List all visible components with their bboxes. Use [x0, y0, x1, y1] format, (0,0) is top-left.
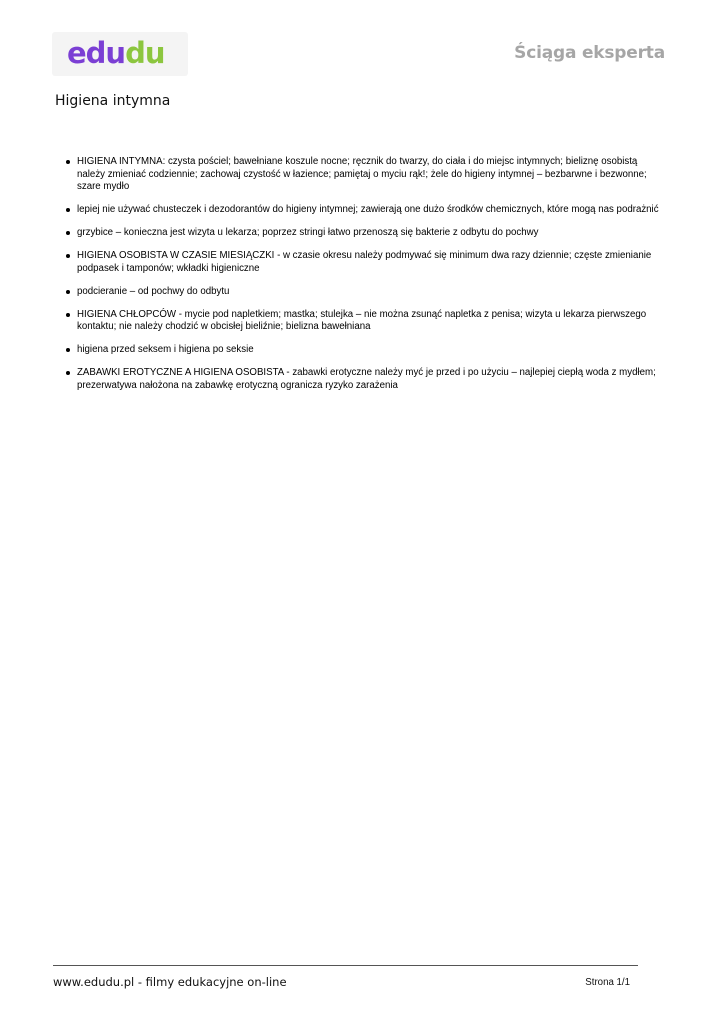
document-title: Higiena intymna	[55, 93, 171, 109]
footer-page-number: Strona 1/1	[585, 977, 630, 988]
bullet-icon	[66, 254, 70, 258]
list-item-text: HIGIENA CHŁOPCÓW - mycie pod napletkiem; mastka; stulejka – nie można zsunąć napletka z penisa; wizyta u lekarza pierwszego kontaktu; nie należy chodzić w obcisłej bieliźnie; bielizna bawełniana	[77, 308, 647, 332]
bullet-icon	[66, 348, 70, 352]
list-item	[66, 156, 666, 194]
list-item	[66, 344, 666, 357]
header-title: Ściąga eksperta	[514, 43, 665, 63]
list-item-text: podcieranie – od pochwy do odbytu	[77, 285, 230, 297]
list-item-text: ZABAWKI EROTYCZNE A HIGIENA OSOBISTA - zabawki erotyczne należy myć je przed i po użyciu – najlepiej ciepłą woda z mydłem; prezerwatywa nałożona na zabawkę erotyczną ogranicza ryzyko zarażenia	[77, 367, 656, 391]
bullet-icon	[66, 290, 70, 294]
list-item	[66, 250, 666, 275]
list-item	[66, 286, 666, 299]
bullet-icon	[66, 313, 70, 317]
list-item	[66, 309, 666, 334]
list-item	[66, 227, 666, 240]
content-list	[66, 156, 666, 403]
bullet-icon	[66, 160, 70, 164]
footer-divider	[53, 965, 638, 966]
list-item-text: higiena przed seksem i higiena po seksie	[77, 344, 254, 355]
list-item-text: HIGIENA INTYMNA: czysta pościel; bawełniane koszule nocne; ręcznik do twarzy, do ciała i do miejsc intymnych; bieliznę osobistą należy zmieniać codziennie; zachowaj czystość w łazience; pamiętaj o myciu rąk!; żele do higieny intymnej – bezbarwne i bezwonne; szare mydło	[77, 156, 647, 192]
list-item	[66, 367, 666, 392]
list-item-text: HIGIENA OSOBISTA W CZASIE MIESIĄCZKI - w czasie okresu należy podmywać się minimum dwa razy dziennie; częste zmienianie podpasek i tamponów; wkładki higieniczne	[77, 250, 652, 274]
bullet-icon	[66, 208, 70, 212]
footer-site-text: www.edudu.pl - filmy edukacyjne on-line	[53, 975, 287, 989]
bullet-icon	[66, 231, 70, 235]
edudu-logo	[52, 32, 188, 76]
svg-text:edudu: edudu	[67, 36, 165, 70]
list-item	[66, 204, 666, 217]
list-item-text: lepiej nie używać chusteczek i dezodorantów do higieny intymnej; zawierają one dużo środków chemicznych, które mogą nas podrażnić	[77, 204, 659, 215]
bullet-icon	[66, 371, 70, 375]
list-item-text: grzybice – konieczna jest wizyta u lekarza; poprzez stringi łatwo przenoszą się bakterie z odbytu do pochwy	[77, 227, 539, 238]
